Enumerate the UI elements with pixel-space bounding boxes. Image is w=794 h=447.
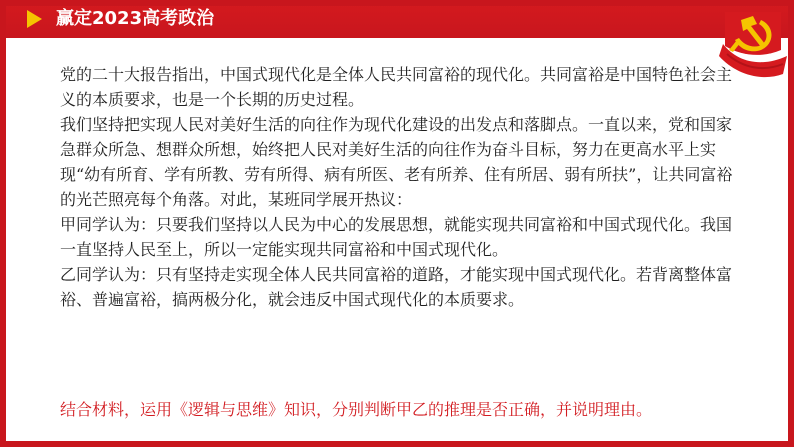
paragraph-3: 甲同学认为：只要我们坚持以人民为中心的发展思想，就能实现共同富裕和中国式现代化。我国一直坚持人民至上，所以一定能实现共同富裕和中国式现代化。 — [60, 215, 733, 259]
page-title: 赢定2023高考政治 — [56, 8, 215, 29]
paragraph-1: 党的二十大报告指出，中国式现代化是全体人民共同富裕的现代化。共同富裕是中国特色社会主义的本质要求，也是一个长期的历史过程。 — [60, 65, 733, 109]
triangle-right-icon — [27, 10, 42, 28]
header-bar — [0, 0, 794, 38]
paragraph-2: 我们坚持把实现人民对美好生活的向往作为现代化建设的出发点和落脚点。一直以来，党和国家急群众所急、想群众所想，始终把人民对美好生活的向往作为奋斗目标，努力在更高水平上实现“幼有所育、学有所教、劳有所得、病有所医、老有所养、住有所居、弱有所扶”，让共同富裕的光芒照亮每个角落。对此，某班同学展开热议： — [60, 115, 733, 209]
paragraph-4: 乙同学认为：只有坚持走实现全体人民共同富裕的道路，才能实现中国式现代化。若背离整体富裕、普遍富裕，搞两极分化，就会违反中国式现代化的本质要求。 — [60, 265, 733, 309]
material-text — [60, 62, 740, 312]
question-text: 结合材料，运用《逻辑与思维》知识，分别判断甲乙的推理是否正确，并说明理由。 — [60, 400, 653, 419]
